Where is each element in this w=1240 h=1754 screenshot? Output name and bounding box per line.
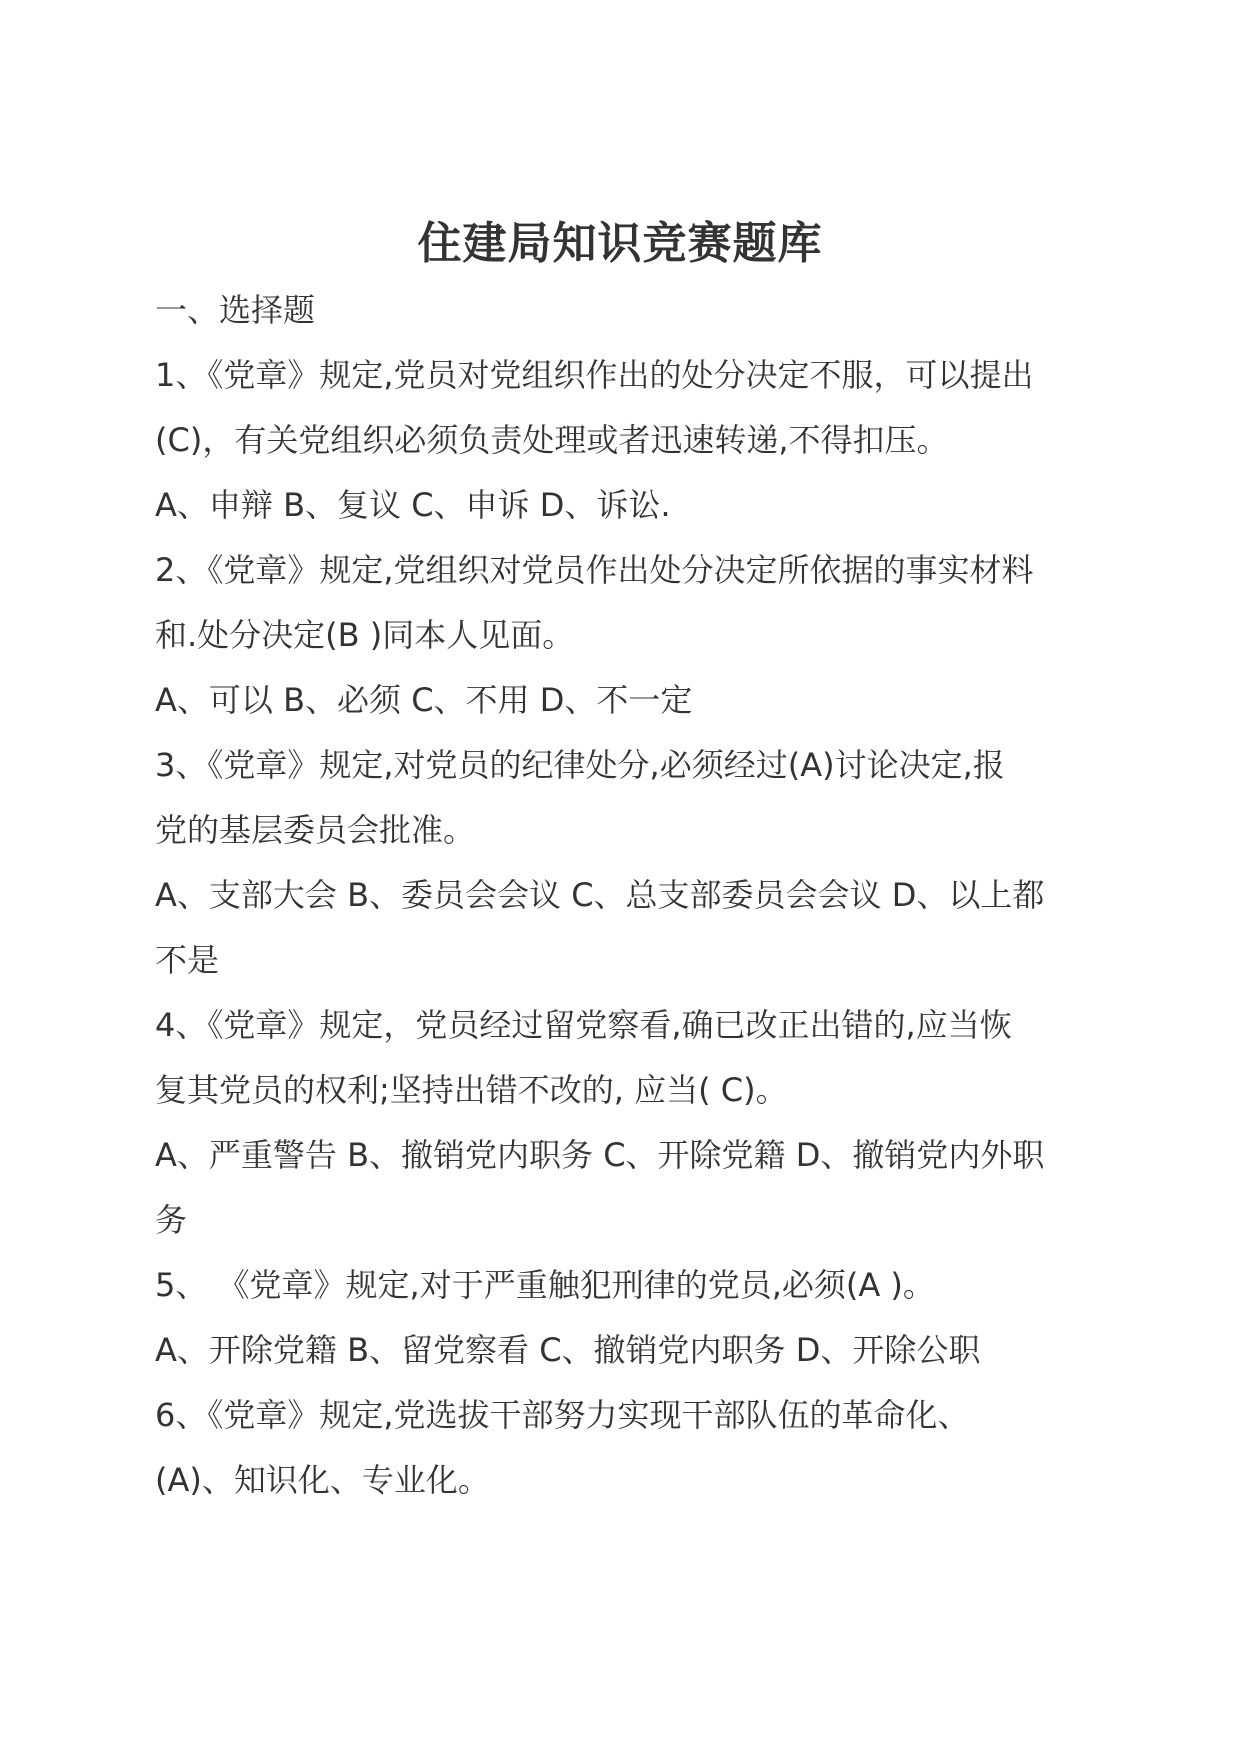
question-2-line-2: 和.处分决定(B )同本人见面。	[155, 616, 575, 654]
question-3-line-2: 党的基层委员会批准。	[155, 811, 476, 849]
section-heading: 一、选择题	[155, 291, 316, 329]
question-4-options-line-1: A、严重警告 B、撤销党内职务 C、开除党籍 D、撤销党内外职	[155, 1136, 1045, 1174]
question-4-line-2: 复其党员的权利;坚持出错不改的, 应当( C)。	[155, 1071, 788, 1109]
question-1-options: A、申辩 B、复议 C、申诉 D、诉讼.	[155, 486, 671, 524]
document-title: 住建局知识竞赛题库	[417, 218, 823, 269]
question-6-line-2: (A)、知识化、专业化。	[155, 1461, 490, 1499]
question-4-line-1: 4、《党章》规定，党员经过留党察看,确已改正出错的,应当恢	[155, 1006, 1012, 1044]
question-2-options: A、可以 B、必须 C、不用 D、不一定	[155, 681, 693, 719]
question-3-line-1: 3、《党章》规定,对党员的纪律处分,必须经过(A)讨论决定,报	[155, 746, 1005, 784]
question-1-line-2: (C)，有关党组织必须负责处理或者迅速转递,不得扣压。	[155, 421, 949, 459]
question-2-line-1: 2、《党章》规定,党组织对党员作出处分决定所依据的事实材料	[155, 551, 1034, 589]
question-3-options-line-2: 不是	[155, 941, 220, 979]
question-5-line-1: 5、 《党章》规定,对于严重触犯刑律的党员,必须(A )。	[155, 1266, 935, 1304]
document-body	[155, 278, 1105, 1513]
question-1-line-1: 1、《党章》规定,党员对党组织作出的处分决定不服，可以提出	[155, 356, 1034, 394]
question-5-options: A、开除党籍 B、留党察看 C、撤销党内职务 D、开除公职	[155, 1331, 981, 1369]
question-6-line-1: 6、《党章》规定,党选拔干部努力实现干部队伍的革命化、	[155, 1396, 970, 1434]
question-3-options-line-1: A、支部大会 B、委员会会议 C、总支部委员会会议 D、以上都	[155, 876, 1045, 914]
question-4-options-line-2: 务	[155, 1201, 188, 1239]
